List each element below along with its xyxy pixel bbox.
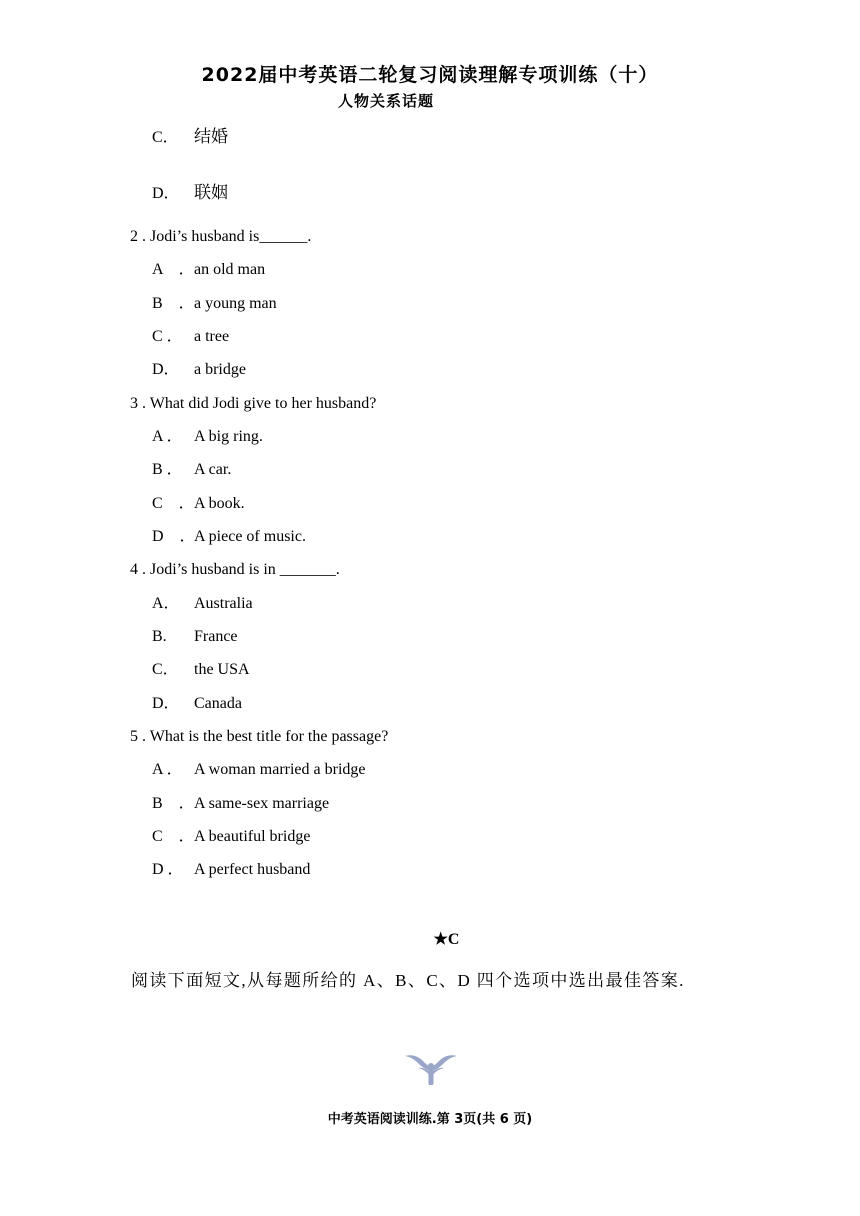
option-text: 联姻 [194, 183, 228, 203]
option-letter: D ． [152, 528, 196, 545]
option-letter: C． [152, 661, 179, 678]
option-letter: B ． [152, 795, 195, 812]
option-text: A book. [194, 495, 245, 512]
option-text: a bridge [194, 361, 246, 378]
option-text: an old man [194, 261, 266, 278]
option-letter: B ． [152, 461, 183, 478]
option-letter: A ． [152, 761, 183, 778]
document-title: 2022届中考英语二轮复习阅读理解专项训练（十） [201, 64, 659, 86]
option-text: a young man [194, 295, 277, 312]
option-text: a tree [194, 328, 230, 345]
section-heading: ★C [433, 931, 460, 948]
option-letter: C ． [152, 828, 195, 845]
option-text: the USA [194, 661, 250, 678]
option-text: A piece of music. [194, 528, 306, 545]
question-stem: 3 . What did Jodi give to her husband? [130, 395, 377, 412]
option-letter: D ． [152, 861, 184, 878]
option-text: France [194, 628, 238, 645]
option-text: A big ring. [194, 428, 263, 445]
option-text: A perfect husband [194, 861, 311, 878]
option-letter: C ． [152, 328, 183, 345]
option-text: Canada [194, 695, 242, 712]
option-text: Australia [194, 595, 253, 612]
option-text: 结婚 [194, 127, 228, 147]
option-letter: A ． [152, 261, 195, 278]
option-letter: C ． [152, 495, 195, 512]
option-text: A woman married a bridge [194, 761, 366, 778]
flying-bird-logo-icon [404, 1050, 458, 1091]
page-footer: 中考英语阅读训练.第 3页(共 6 页) [327, 1112, 533, 1127]
option-letter: A ． [152, 428, 183, 445]
option-letter: D． [152, 361, 180, 378]
option-text: A car. [194, 461, 232, 478]
option-letter: C． [152, 129, 179, 146]
option-letter: D． [152, 695, 180, 712]
option-text: A same-sex marriage [194, 795, 330, 812]
option-text: A beautiful bridge [194, 828, 311, 845]
question-stem: 2 . Jodi’s husband is______. [130, 228, 312, 245]
document-subtitle: 人物关系话题 [338, 92, 435, 110]
section-instruction: 阅读下面短文,从每题所给的 A、B、C、D 四个选项中选出最佳答案. [131, 971, 685, 990]
option-letter: D． [152, 185, 180, 202]
question-stem: 4 . Jodi’s husband is in _______. [130, 561, 340, 578]
option-letter: A． [152, 595, 180, 612]
option-letter: B. [152, 628, 167, 645]
option-letter: B ． [152, 295, 195, 312]
question-stem: 5 . What is the best title for the passage? [130, 728, 389, 745]
